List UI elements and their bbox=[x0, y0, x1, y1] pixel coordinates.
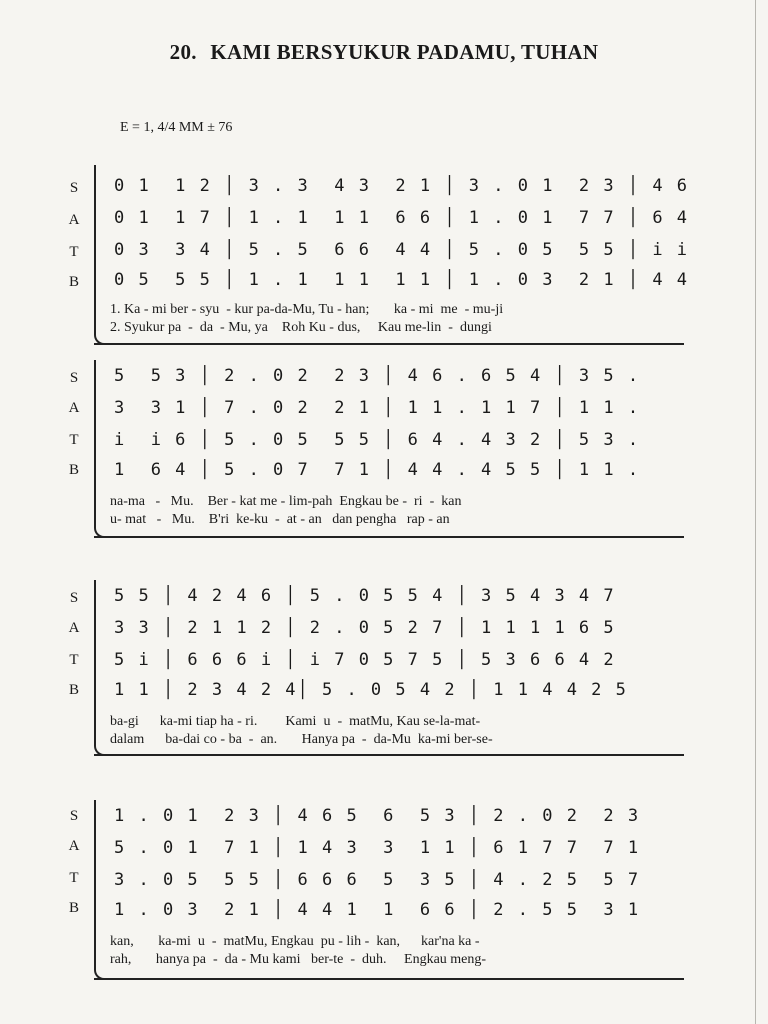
voice-label-t: T bbox=[69, 244, 79, 260]
voice-label-b: B bbox=[68, 274, 79, 290]
alto-row: 3 3 │ 2 1 1 2 │ 2 . 0 5 2 7 │ 1 1 1 1 6 5 bbox=[114, 618, 616, 638]
voice-label-s: S bbox=[69, 180, 79, 196]
bass-row: 1 6 4 │ 5 . 0 7 7 1 │ 4 4 . 4 5 5 │ 1 1 . bbox=[114, 460, 641, 480]
tenor-row: i i 6 │ 5 . 0 5 5 5 │ 6 4 . 4 3 2 │ 5 3 . bbox=[114, 430, 641, 450]
lyric-verse-2: dalam ba-dai co - ba - an. Hanya pa - da-Mu ka-mi ber-se- bbox=[110, 732, 493, 747]
system-bracket bbox=[94, 165, 104, 345]
lyric-verse-2: rah, hanya pa - da - Mu kami ber-te - duh. Engkau meng- bbox=[110, 952, 487, 967]
tenor-row: 5 i │ 6 6 6 i │ i 7 0 5 7 5 │ 5 3 6 6 4 2 bbox=[114, 650, 616, 670]
system-bracket bbox=[94, 360, 104, 538]
tenor-row: 0 3 3 4 │ 5 . 5 6 6 4 4 │ 5 . 0 5 5 5 │ i i bbox=[114, 240, 690, 260]
voice-label-s: S bbox=[69, 808, 79, 824]
system-baseline bbox=[94, 343, 684, 345]
voice-label-a: A bbox=[68, 620, 80, 636]
song-number: 20. bbox=[169, 40, 197, 64]
voice-label-t: T bbox=[69, 870, 79, 886]
song-title-text: KAMI BERSYUKUR PADAMU, TUHAN bbox=[210, 40, 599, 64]
music-system-4 bbox=[60, 800, 690, 990]
bass-row: 1 . 0 3 2 1 │ 4 4 1 1 6 6 │ 2 . 5 5 3 1 bbox=[114, 900, 641, 920]
lyric-verse-1: kan, ka-mi u - matMu, Engkau pu - lih - kan, kar'na ka - bbox=[110, 934, 480, 949]
system-baseline bbox=[94, 754, 684, 756]
music-system-2 bbox=[60, 360, 690, 540]
system-baseline bbox=[94, 978, 684, 980]
voice-label-b: B bbox=[68, 462, 79, 478]
alto-row: 0 1 1 7 │ 1 . 1 1 1 6 6 │ 1 . 0 1 7 7 │ 6 4 bbox=[114, 208, 690, 228]
song-title bbox=[0, 40, 768, 65]
soprano-row: 0 1 1 2 │ 3 . 3 4 3 2 1 │ 3 . 0 1 2 3 │ 4 6 bbox=[114, 176, 690, 196]
system-baseline bbox=[94, 536, 684, 538]
voice-label-a: A bbox=[68, 212, 80, 228]
soprano-row: 1 . 0 1 2 3 │ 4 6 5 6 5 3 │ 2 . 0 2 2 3 bbox=[114, 806, 641, 826]
soprano-row: 5 5 3 │ 2 . 0 2 2 3 │ 4 6 . 6 5 4 │ 3 5 . bbox=[114, 366, 641, 386]
voice-label-t: T bbox=[69, 652, 79, 668]
alto-row: 5 . 0 1 7 1 │ 1 4 3 3 1 1 │ 6 1 7 7 7 1 bbox=[114, 838, 641, 858]
bass-row: 1 1 │ 2 3 4 2 4│ 5 . 0 5 4 2 │ 1 1 4 4 2 5 bbox=[114, 680, 628, 700]
lyric-verse-1: ba-gi ka-mi tiap ha - ri. Kami u - matMu, Kau se-la-mat- bbox=[110, 714, 481, 729]
voice-label-t: T bbox=[69, 432, 79, 448]
bass-row: 0 5 5 5 │ 1 . 1 1 1 1 1 │ 1 . 0 3 2 1 │ 4 4 bbox=[114, 270, 690, 290]
lyric-verse-2: u- mat - Mu. B'ri ke-ku - at - an dan pengha rap - an bbox=[110, 512, 450, 527]
music-system-3 bbox=[60, 580, 690, 760]
system-bracket bbox=[94, 800, 104, 980]
lyric-verse-2: 2. Syukur pa - da - Mu, ya Roh Ku - dus, Kau me-lin - dungi bbox=[110, 320, 492, 335]
tenor-row: 3 . 0 5 5 5 │ 6 6 6 5 3 5 │ 4 . 2 5 5 7 bbox=[114, 870, 641, 890]
tempo-marking: E = 1, 4/4 MM ± 76 bbox=[120, 120, 233, 135]
music-system-1 bbox=[60, 160, 690, 350]
soprano-row: 5 5 │ 4 2 4 6 │ 5 . 0 5 5 4 │ 3 5 4 3 4 7 bbox=[114, 586, 616, 606]
alto-row: 3 3 1 │ 7 . 0 2 2 1 │ 1 1 . 1 1 7 │ 1 1 . bbox=[114, 398, 641, 418]
voice-label-a: A bbox=[68, 400, 80, 416]
voice-label-b: B bbox=[68, 682, 79, 698]
voice-label-s: S bbox=[69, 370, 79, 386]
lyric-verse-1: 1. Ka - mi ber - syu - kur pa-da-Mu, Tu - han; ka - mi me - mu-ji bbox=[110, 302, 504, 317]
page-edge bbox=[755, 0, 756, 1024]
lyric-verse-1: na-ma - Mu. Ber - kat me - lim-pah Engkau be - ri - kan bbox=[110, 494, 462, 509]
system-bracket bbox=[94, 580, 104, 756]
voice-label-s: S bbox=[69, 590, 79, 606]
voice-label-b: B bbox=[68, 900, 79, 916]
voice-label-a: A bbox=[68, 838, 80, 854]
